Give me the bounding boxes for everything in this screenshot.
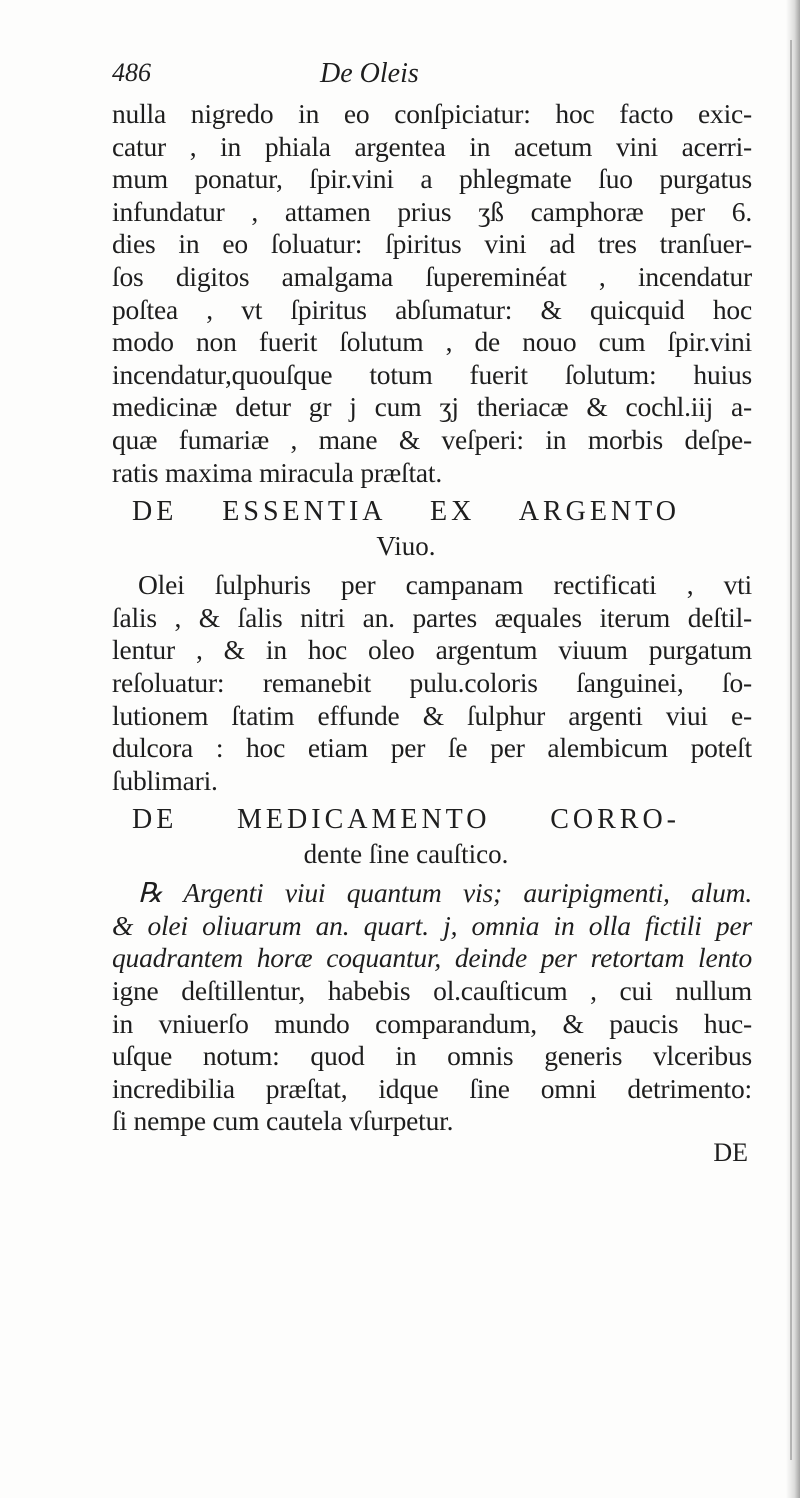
text-line: & olei oliuarum an. quart. j, omnia in olla fictili per [112,909,752,941]
text-line: quæ fumariæ , mane & veſperi: in morbis deſpe- [112,423,752,455]
text-line: incendatur,quouſque totum fuerit ſolutum: huius [112,358,752,390]
page-edge-line [790,40,792,1460]
text-line: infundatur , attamen prius ʒß camphoræ per 6. [112,195,752,227]
page-edge-shadow [786,0,800,1498]
section-subheading: Viuo. [376,531,436,562]
text-line: incredibilia præſtat, idque ſine omni detrimento: [112,1072,752,1104]
text-line: ratis maxima miracula præſtat. [112,456,443,488]
text-line: uſque notum: quod in omnis generis vlceribus [112,1040,752,1072]
body-text [112,98,752,1168]
text-line: lutionem ſtatim effunde & ſulphur argenti viui e- [112,699,752,731]
text-line: reſoluatur: remanebit pulu.coloris ſanguinei, ſo- [112,666,752,698]
text-line: mum ponatur, ſpir.vini a phlegmate ſuo purgatus [112,163,752,195]
section-subheading: dente ſine cauſtico. [303,839,509,870]
text-line: medicinæ detur gr j cum ʒj theriacæ & cochl.iij a- [112,391,752,423]
page-header [112,58,712,98]
text-line: quadrantem horæ coquantur, deinde per retortam lento [112,942,752,974]
text-line: ſublimari. [112,764,218,796]
running-head: De Oleis [320,58,419,89]
section-heading: DE MEDICAMENTO CORRO- [132,804,680,836]
text-line: ſi nempe cum cautela vſurpetur. [112,1105,454,1137]
text-line: ſos digitos amalgama ſupereminéat , incendatur [112,260,752,292]
text-line: lentur , & in hoc oleo argentum viuum purgatum [112,634,752,666]
text-line: modo non fuerit ſolutum , de nouo cum ſpir.vini [112,326,752,358]
text-line: igne deſtillentur, habebis ol.cauſticum , cui nullum [112,975,752,1007]
text-line: in vniuerſo mundo comparandum, & paucis huc- [112,1007,752,1039]
page-number: 486 [112,58,151,87]
section-heading: DE ESSENTIA EX ARGENTO [132,496,680,528]
text-line: Olei ſulphuris per campanam rectificati , vti [138,569,752,601]
text-line: ſalis , & ſalis nitri an. partes æquales iterum deſtil- [112,601,752,633]
text-line: ℞ Argenti viui quantum vis; auripigmenti, alum. [138,877,752,909]
text-line: catur , in phiala argentea in acetum vini acerri- [112,130,752,162]
text-line: poſtea , vt ſpiritus abſumatur: & quicquid hoc [112,293,752,325]
catchword: DE [713,1138,748,1168]
text-line: nulla nigredo in eo conſpiciatur: hoc facto exic- [112,98,752,129]
text-line: dies in eo ſoluatur: ſpiritus vini ad tres tranſuer- [112,228,752,260]
text-line: dulcora : hoc etiam per ſe per alembicum poteſt [112,732,752,764]
